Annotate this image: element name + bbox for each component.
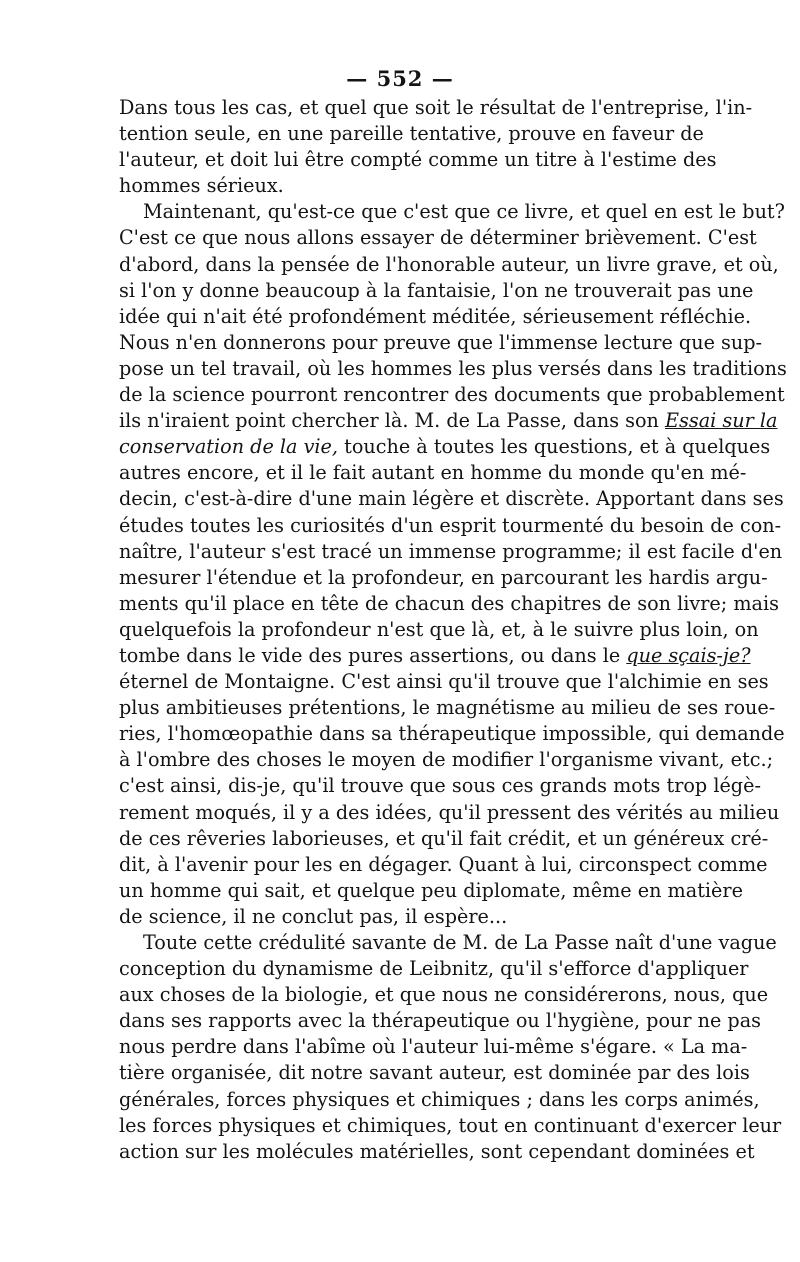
text-line: de ces rêveries laborieuses, et qu'il fait crédit, et un généreux cré- bbox=[119, 826, 769, 850]
text-line: pose un tel travail, où les hommes les plus versés dans les traditions bbox=[119, 356, 787, 380]
text-line: de la science pourront rencontrer des documents que probablement bbox=[119, 383, 785, 407]
text-line: à l'ombre des choses le moyen de modifier l'organisme vivant, etc.; bbox=[119, 748, 774, 772]
text-line: plus ambitieuses prétentions, le magnétisme au milieu de ses roue- bbox=[119, 696, 776, 720]
text-line: naître, l'auteur s'est tracé un immense programme; il est facile d'en bbox=[119, 539, 783, 563]
text-line: éternel de Montaigne. C'est ainsi qu'il trouve que l'alchimie en ses bbox=[119, 670, 769, 694]
italic-title: Essai sur la bbox=[665, 409, 778, 433]
text-line: dans ses rapports avec la thérapeutique ou l'hygiène, pour ne pas bbox=[119, 1009, 762, 1033]
text-line: ries, l'homœopathie dans sa thérapeutique impossible, qui demande bbox=[119, 722, 785, 746]
body-text bbox=[119, 95, 787, 1165]
text-run: tombe dans le vide des pures assertions, ou dans le bbox=[119, 643, 627, 667]
text-run: touche à toutes les questions, et à quelques bbox=[338, 435, 771, 459]
text-run: ils n'iraient point chercher là. M. de La Passe, dans son bbox=[119, 409, 666, 433]
text-line: rement moqués, il y a des idées, qu'il pressent des vérités au milieu bbox=[119, 800, 780, 824]
text-line: mesurer l'étendue et la profondeur, en parcourant les hardis argu- bbox=[119, 565, 768, 589]
text-line: études toutes les curiosités d'un esprit tourmenté du besoin de con- bbox=[119, 513, 782, 537]
text-line: ments qu'il place en tête de chacun des chapitres de son livre; mais bbox=[119, 591, 779, 615]
text-line: Toute cette crédulité savante de M. de La Passe naît d'une vague bbox=[143, 931, 777, 954]
text-line: idée qui n'ait été profondément méditée, sérieusement réfléchie. bbox=[119, 304, 752, 328]
page-number: — 552 — bbox=[346, 66, 454, 91]
text-line: un homme qui sait, et quelque peu diplomate, même en matière bbox=[119, 878, 743, 902]
italic-title: que sçais-je? bbox=[626, 643, 751, 667]
text-line: aux choses de la biologie, et que nous ne considérerons, nous, que bbox=[119, 983, 769, 1007]
text-line: de science, il ne conclut pas, il espère... bbox=[119, 904, 508, 928]
text-line: Dans tous les cas, et quel que soit le résultat de l'entreprise, l'in- bbox=[119, 96, 753, 119]
text-line: conception du dynamisme de Leibnitz, qu'il s'efforce d'appliquer bbox=[119, 957, 749, 981]
text-line: tière organisée, dit notre savant auteur, est dominée par des lois bbox=[119, 1061, 750, 1085]
text-line bbox=[119, 643, 751, 669]
text-line: Maintenant, qu'est-ce que c'est que ce livre, et quel en est le but? bbox=[143, 200, 785, 224]
text-line: générales, forces physiques et chimiques ; dans les corps animés, bbox=[119, 1087, 760, 1111]
text-line: decin, c'est-à-dire d'une main légère et discrète. Apportant dans ses bbox=[119, 487, 784, 511]
text-line: c'est ainsi, dis-je, qu'il trouve que sous ces grands mots trop légè- bbox=[119, 774, 761, 798]
text-line: action sur les molécules matérielles, sont cependant dominées et bbox=[119, 1139, 755, 1163]
text-line: nous perdre dans l'abîme où l'auteur lui-même s'égare. « La ma- bbox=[119, 1035, 748, 1059]
text-line: les forces physiques et chimiques, tout en continuant d'exercer leur bbox=[119, 1113, 782, 1137]
text-line: l'auteur, et doit lui être compté comme un titre à l'estime des bbox=[119, 148, 717, 172]
text-line: si l'on y donne beaucoup à la fantaisie, l'on ne trouverait pas une bbox=[119, 278, 754, 302]
text-line: Nous n'en donnerons pour preuve que l'immense lecture que sup- bbox=[119, 330, 762, 354]
text-line: hommes sérieux. bbox=[119, 174, 284, 198]
text-line bbox=[119, 434, 771, 460]
text-line bbox=[119, 408, 778, 434]
text-line: dit, à l'avenir pour les en dégager. Quant à lui, circonspect comme bbox=[119, 852, 768, 876]
text-line: autres encore, et il le fait autant en homme du monde qu'en mé- bbox=[119, 461, 747, 485]
text-line: quelquefois la profondeur n'est que là, et, à le suivre plus loin, on bbox=[119, 617, 759, 641]
italic-title: conservation de la vie, bbox=[119, 435, 339, 459]
text-line: tention seule, en une pareille tentative, prouve en faveur de bbox=[119, 122, 704, 146]
text-line: C'est ce que nous allons essayer de déterminer brièvement. C'est bbox=[119, 226, 757, 250]
text-line: d'abord, dans la pensée de l'honorable auteur, un livre grave, et où, bbox=[119, 252, 779, 276]
